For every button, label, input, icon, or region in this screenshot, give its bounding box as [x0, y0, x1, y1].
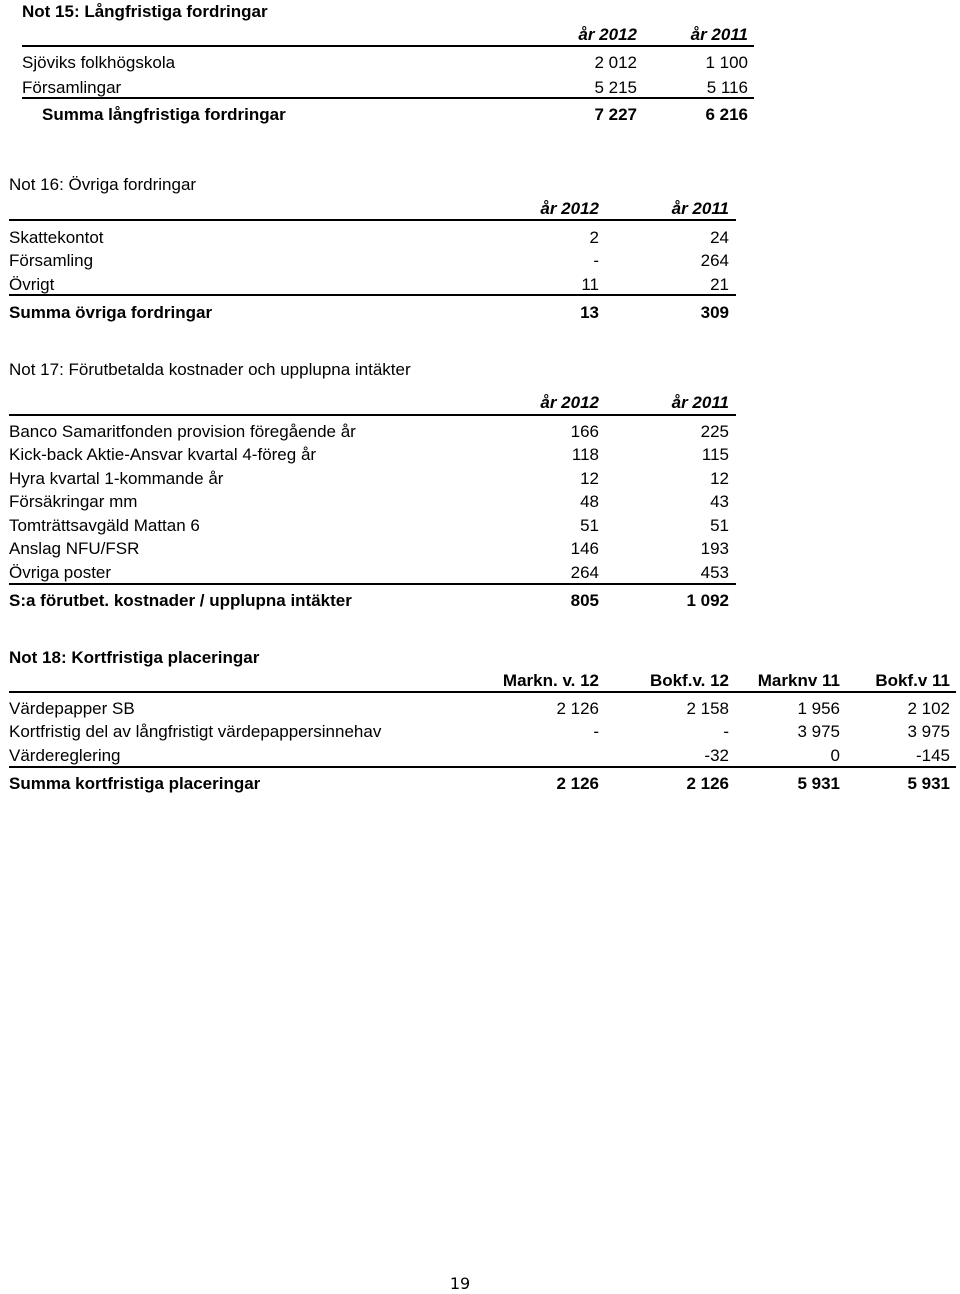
note16-row-2012: - — [593, 251, 599, 270]
note17-total-rule — [9, 583, 736, 585]
note17-row-2011: 225 — [700, 422, 729, 441]
note17-row-2012: 12 — [580, 469, 599, 488]
note16-row-2011: 264 — [700, 251, 729, 270]
note15-total-2011: 6 216 — [705, 105, 748, 124]
note17-row-2011: 51 — [710, 516, 729, 535]
note18-row-label: Värdepapper SB — [9, 699, 135, 718]
note17-header-2011: år 2011 — [671, 393, 729, 412]
note18-total-market-11: 5 931 — [797, 774, 840, 793]
note17-row-2012: 166 — [570, 422, 599, 441]
note17-row-label: Banco Samaritfonden provision föregående år — [9, 422, 356, 441]
note18-row-market-11: 3 975 — [797, 722, 840, 741]
note17-row-2012: 146 — [570, 539, 599, 558]
note16-header-rule — [9, 219, 736, 221]
note15-total-label: Summa långfristiga fordringar — [42, 105, 286, 124]
note18-row-book-12: - — [723, 722, 729, 741]
note18-total-label: Summa kortfristiga placeringar — [9, 774, 261, 793]
note18-row-book-12: 2 158 — [686, 699, 729, 718]
note18-row-market-12: 2 126 — [556, 699, 599, 718]
note18-row-market-11: 0 — [830, 746, 840, 765]
note16-total-rule — [9, 294, 736, 296]
note18-row-book-12: -32 — [704, 746, 729, 765]
note16-title: Not 16: Övriga fordringar — [9, 175, 197, 194]
note16-row-2011: 24 — [710, 228, 729, 247]
note18-total-market-12: 2 126 — [556, 774, 599, 793]
note17-total-2011: 1 092 — [686, 591, 729, 610]
note17-row-2012: 264 — [570, 563, 599, 582]
note18-header-rule — [9, 691, 956, 693]
note18-row-label: Kortfristig del av långfristigt värdepappersinnehav — [9, 722, 382, 741]
note17-row-2011: 193 — [700, 539, 729, 558]
note17-row-2011: 453 — [700, 563, 729, 582]
note18-row-book-11: 2 102 — [907, 699, 950, 718]
note15-row-2012: 5 215 — [594, 78, 637, 97]
note17-row-2012: 48 — [580, 492, 599, 511]
note18-row-label: Värdereglering — [9, 746, 121, 765]
note18-header-book-11: Bokf.v 11 — [875, 671, 950, 690]
note18-total-rule — [9, 766, 956, 768]
note16-header-2012: år 2012 — [540, 199, 599, 218]
note15-header-2011: år 2011 — [690, 25, 748, 44]
note16-row-label: Skattekontot — [9, 228, 104, 247]
note16-row-2011: 21 — [710, 275, 729, 294]
note17-total-label: S:a förutbet. kostnader / upplupna intäkter — [9, 591, 352, 610]
note15-total-2012: 7 227 — [594, 105, 637, 124]
note16-row-2012: 2 — [589, 228, 599, 247]
note18-total-book-12: 2 126 — [686, 774, 729, 793]
note15-header-2012: år 2012 — [578, 25, 637, 44]
note17-header-2012: år 2012 — [540, 393, 599, 412]
note18-row-book-11: -145 — [915, 746, 950, 765]
note17-total-2012: 805 — [570, 591, 599, 610]
note15-row-2011: 5 116 — [706, 78, 748, 97]
note18-header-market-12: Markn. v. 12 — [502, 671, 599, 690]
note16-row-2012: 11 — [581, 275, 599, 294]
note17-row-label: Kick-back Aktie-Ansvar kvartal 4-föreg år — [9, 445, 317, 464]
note16-header-2011: år 2011 — [671, 199, 729, 218]
note18-header-market-11: Marknv 11 — [757, 671, 840, 690]
note16-row-label: Övrigt — [9, 275, 55, 294]
note17-header-rule — [9, 414, 736, 416]
note15-row-label: Församlingar — [22, 78, 122, 97]
note17-row-2011: 115 — [701, 445, 729, 464]
note17-row-label: Övriga poster — [9, 563, 112, 582]
note17-row-2012: 51 — [580, 516, 599, 535]
note15-row-2011: 1 100 — [705, 53, 748, 72]
page-number: 19 — [449, 1274, 471, 1293]
note16-total-2012: 13 — [580, 303, 599, 322]
note17-title: Not 17: Förutbetalda kostnader och upplupna intäkter — [9, 360, 411, 379]
note17-row-2012: 118 — [571, 445, 599, 464]
note18-title: Not 18: Kortfristiga placeringar — [9, 648, 260, 667]
note17-row-label: Försäkringar mm — [9, 492, 138, 511]
note15-title: Not 15: Långfristiga fordringar — [22, 2, 268, 21]
note17-row-label: Tomträttsavgäld Mattan 6 — [9, 516, 200, 535]
note17-row-2011: 43 — [710, 492, 729, 511]
note17-row-label: Hyra kvartal 1-kommande år — [9, 469, 224, 488]
note15-header-rule — [22, 45, 754, 47]
note18-row-market-12: - — [593, 722, 599, 741]
note15-row-label: Sjöviks folkhögskola — [22, 53, 176, 72]
note16-row-label: Församling — [9, 251, 94, 270]
note17-row-2011: 12 — [710, 469, 729, 488]
note16-total-label: Summa övriga fordringar — [9, 303, 213, 322]
note18-total-book-11: 5 931 — [907, 774, 950, 793]
note18-header-book-12: Bokf.v. 12 — [649, 671, 729, 690]
note15-row-2012: 2 012 — [594, 53, 637, 72]
note18-row-market-11: 1 956 — [797, 699, 840, 718]
note17-row-label: Anslag NFU/FSR — [9, 539, 140, 558]
note15-total-rule — [22, 97, 754, 99]
note18-row-book-11: 3 975 — [907, 722, 950, 741]
note16-total-2011: 309 — [700, 303, 729, 322]
